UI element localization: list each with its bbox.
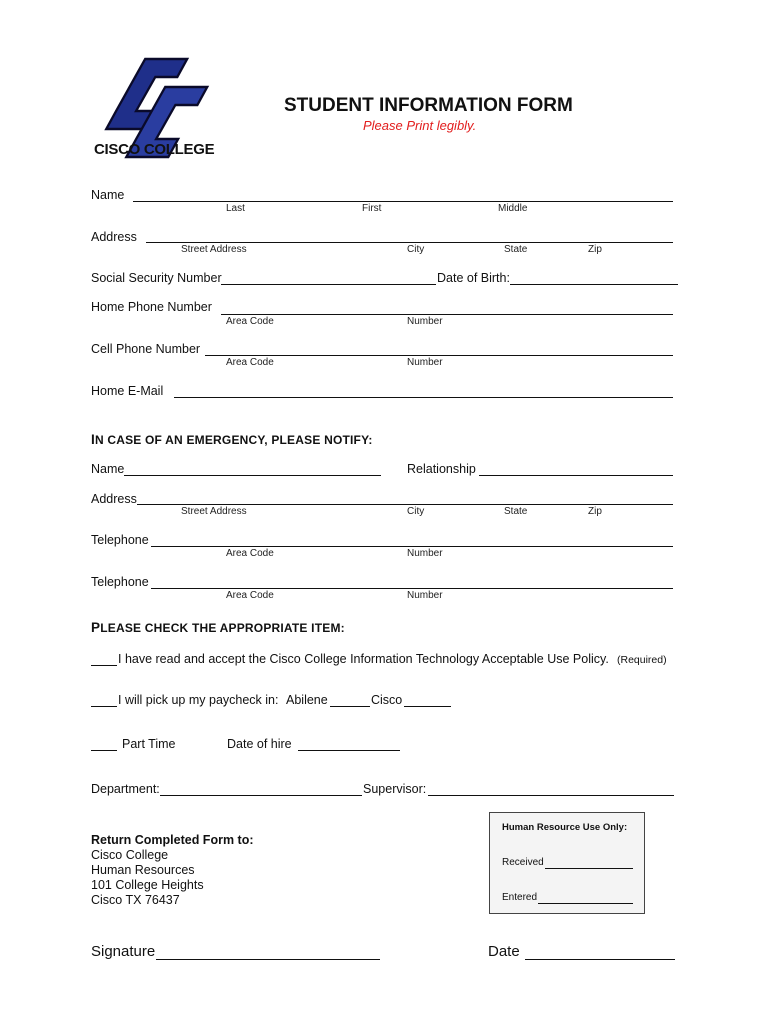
date-label: Date xyxy=(488,943,520,960)
return-line-3: 101 College Heights xyxy=(91,878,204,892)
college-name: CISCO COLLEGE xyxy=(94,141,215,158)
policy-text: I have read and accept the Cisco College Information Technology Acceptable Use Policy. xyxy=(118,652,609,666)
zip-caption: Zip xyxy=(588,244,602,255)
emergency-zip-caption: Zip xyxy=(588,506,602,517)
supervisor-label: Supervisor: xyxy=(363,782,427,796)
email-field[interactable] xyxy=(174,397,673,398)
form-subtitle: Please Print legibly. xyxy=(363,118,477,133)
name-last-caption: Last xyxy=(226,203,245,214)
home-phone-field[interactable] xyxy=(221,314,673,315)
cell-phone-field[interactable] xyxy=(205,355,673,356)
cell-phone-label: Cell Phone Number xyxy=(91,342,201,356)
relationship-label: Relationship xyxy=(407,462,476,476)
ssn-field[interactable] xyxy=(221,284,436,285)
dob-field[interactable] xyxy=(510,284,678,285)
hr-received-field[interactable] xyxy=(545,868,633,869)
department-label: Department: xyxy=(91,782,160,796)
dob-label: Date of Birth: xyxy=(437,271,510,285)
hr-use-box xyxy=(489,812,645,914)
policy-required: (Required) xyxy=(617,654,667,666)
emergency-heading: IN CASE OF AN EMERGENCY, PLEASE NOTIFY: xyxy=(91,432,373,447)
telephone1-area-caption: Area Code xyxy=(226,548,274,559)
cell-area-caption: Area Code xyxy=(226,357,274,368)
emergency-address-label: Address xyxy=(91,492,137,506)
parttime-checkbox-line[interactable] xyxy=(91,750,117,751)
hr-entered-label: Entered xyxy=(502,892,538,903)
date-field[interactable] xyxy=(525,959,675,960)
supervisor-field[interactable] xyxy=(428,795,674,796)
cell-number-caption: Number xyxy=(407,357,443,368)
telephone2-area-caption: Area Code xyxy=(226,590,274,601)
telephone2-number-caption: Number xyxy=(407,590,443,601)
policy-checkbox-line[interactable] xyxy=(91,665,117,666)
address-label: Address xyxy=(91,230,137,244)
emergency-name-field[interactable] xyxy=(124,475,381,476)
city-caption: City xyxy=(407,244,425,255)
street-caption: Street Address xyxy=(181,244,247,255)
emergency-state-caption: State xyxy=(504,506,528,517)
state-caption: State xyxy=(504,244,528,255)
return-line-1: Cisco College xyxy=(91,848,169,862)
abilene-label: Abilene xyxy=(286,693,328,707)
hr-heading: Human Resource Use Only: xyxy=(502,822,628,833)
part-time-label: Part Time xyxy=(122,737,176,751)
return-heading: Return Completed Form to: xyxy=(91,833,254,847)
hr-entered-field[interactable] xyxy=(538,903,633,904)
return-line-2: Human Resources xyxy=(91,863,195,877)
department-field[interactable] xyxy=(160,795,362,796)
telephone1-field[interactable] xyxy=(151,546,673,547)
name-first-caption: First xyxy=(362,203,382,214)
telephone2-label: Telephone xyxy=(91,575,149,589)
telephone1-label: Telephone xyxy=(91,533,149,547)
date-hire-field[interactable] xyxy=(298,750,400,751)
paycheck-checkbox-line[interactable] xyxy=(91,706,117,707)
emergency-street-caption: Street Address xyxy=(181,506,247,517)
address-field[interactable] xyxy=(146,242,673,243)
home-phone-label: Home Phone Number xyxy=(91,300,212,314)
return-line-4: Cisco TX 76437 xyxy=(91,893,180,907)
email-label: Home E-Mail xyxy=(91,384,164,398)
name-field[interactable] xyxy=(133,201,673,202)
abilene-field[interactable] xyxy=(330,706,370,707)
telephone1-number-caption: Number xyxy=(407,548,443,559)
form-title: STUDENT INFORMATION FORM xyxy=(284,95,573,116)
relationship-field[interactable] xyxy=(479,475,673,476)
signature-field[interactable] xyxy=(156,959,380,960)
paycheck-text: I will pick up my paycheck in: xyxy=(118,693,279,707)
signature-label: Signature xyxy=(91,943,156,960)
cisco-label: Cisco xyxy=(371,693,403,707)
ssn-label: Social Security Number xyxy=(91,271,222,285)
check-heading: PLEASE CHECK THE APPROPRIATE ITEM: xyxy=(91,620,345,635)
home-area-caption: Area Code xyxy=(226,316,274,327)
name-label: Name xyxy=(91,188,125,202)
emergency-city-caption: City xyxy=(407,506,425,517)
telephone2-field[interactable] xyxy=(151,588,673,589)
date-hire-label: Date of hire xyxy=(227,737,292,751)
home-number-caption: Number xyxy=(407,316,443,327)
emergency-address-field[interactable] xyxy=(137,504,673,505)
cisco-field[interactable] xyxy=(404,706,451,707)
hr-received-label: Received xyxy=(502,857,544,868)
name-middle-caption: Middle xyxy=(498,203,528,214)
emergency-name-label: Name xyxy=(91,462,125,476)
